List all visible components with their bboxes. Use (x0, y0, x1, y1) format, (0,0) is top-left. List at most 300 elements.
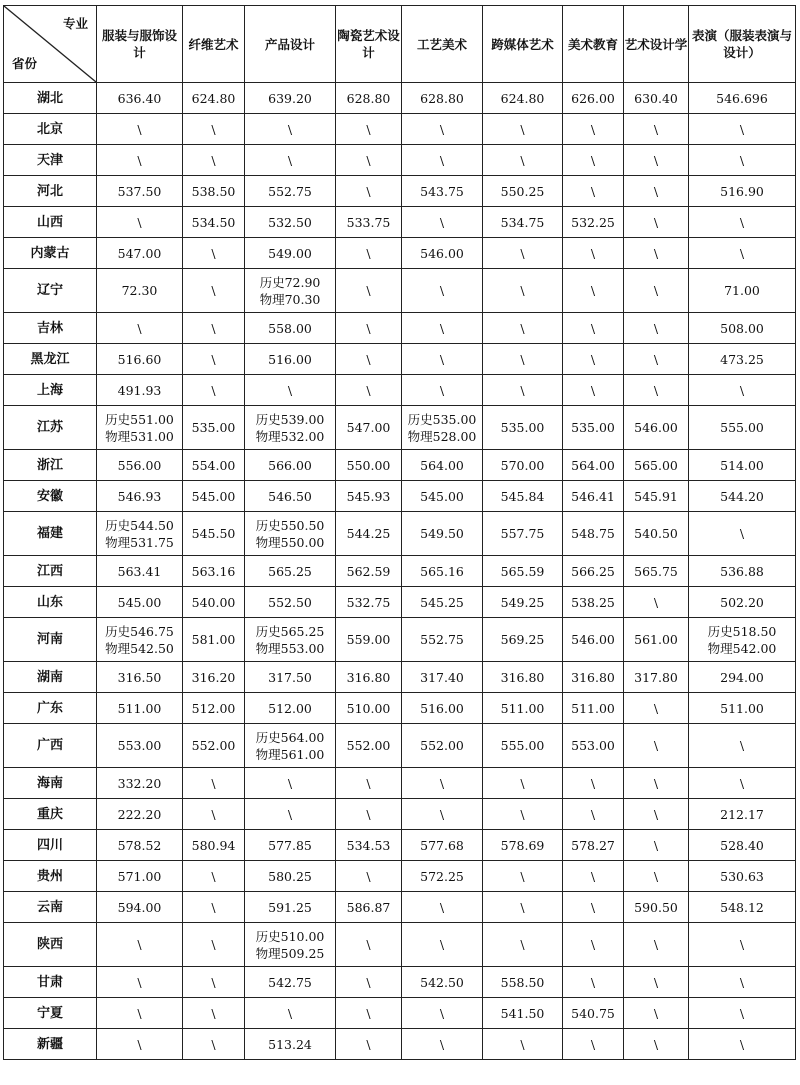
score-value: 历史551.00 (105, 411, 174, 427)
score-value: \ (366, 806, 371, 822)
score-cell (245, 406, 336, 450)
score-value: 534.53 (346, 837, 391, 853)
score-value: 512.00 (268, 700, 312, 716)
score-value: \ (653, 245, 659, 261)
score-value: \ (137, 214, 142, 230)
score-value: 552.50 (268, 594, 312, 610)
score-cell (483, 512, 563, 556)
score-cell (245, 998, 336, 1029)
score-value: \ (137, 320, 142, 336)
score-value: 222.20 (117, 806, 162, 822)
score-value: 545.50 (191, 526, 236, 541)
score-value: \ (211, 1036, 216, 1052)
score-value: 历史518.50 (707, 623, 777, 639)
score-cell (689, 1029, 796, 1060)
score-value: \ (211, 1005, 216, 1021)
score-cell (183, 375, 245, 406)
score-cell (97, 313, 183, 344)
score-cell (689, 923, 796, 967)
score-value: 545.25 (420, 594, 464, 610)
score-value: 555.00 (720, 420, 764, 435)
score-cell (624, 145, 689, 176)
score-value: \ (211, 245, 216, 261)
table-row (4, 176, 796, 207)
score-cell (245, 830, 336, 861)
score-value: \ (520, 245, 525, 261)
score-cell (97, 799, 183, 830)
score-value: 473.25 (720, 351, 764, 367)
score-value: \ (439, 1036, 445, 1052)
score-cell (245, 923, 336, 967)
score-value: \ (739, 1005, 745, 1021)
score-cell (483, 618, 563, 662)
score-cell (689, 406, 796, 450)
score-cell (624, 406, 689, 450)
score-cell (336, 768, 402, 799)
score-cell (97, 114, 183, 145)
province-cell: 贵州 (4, 861, 97, 892)
score-cell (245, 618, 336, 662)
score-cell (402, 618, 483, 662)
score-cell (245, 238, 336, 269)
table-row (4, 207, 796, 238)
score-cell (245, 799, 336, 830)
score-value: 317.80 (634, 669, 678, 685)
province-cell: 陕西 (4, 923, 97, 967)
score-cell (624, 83, 689, 114)
score-value: 491.93 (117, 382, 162, 398)
score-cell (402, 830, 483, 861)
score-cell (97, 207, 183, 238)
score-cell (402, 238, 483, 269)
score-cell (97, 481, 183, 512)
score-cell (245, 724, 336, 768)
score-value: 316.20 (191, 669, 236, 685)
score-value: 历史535.00 (407, 411, 477, 427)
score-cell (689, 450, 796, 481)
score-cell (336, 344, 402, 375)
score-value: 513.24 (268, 1036, 312, 1052)
score-value: \ (590, 868, 596, 884)
score-value: \ (211, 974, 216, 990)
score-cell (183, 830, 245, 861)
table-row (4, 662, 796, 693)
score-cell (183, 406, 245, 450)
score-value: 546.00 (420, 245, 464, 261)
table-row (4, 406, 796, 450)
score-cell (402, 1029, 483, 1060)
score-cell (563, 587, 624, 618)
score-value: \ (739, 775, 745, 791)
score-cell (97, 450, 183, 481)
score-value: \ (520, 382, 525, 398)
score-value: 564.00 (571, 457, 615, 473)
province-cell: 福建 (4, 512, 97, 556)
score-value: 物理528.00 (407, 428, 477, 444)
score-cell (402, 450, 483, 481)
header-row (4, 6, 796, 83)
table-row (4, 587, 796, 618)
score-value: 545.91 (634, 488, 678, 504)
table-row (4, 967, 796, 998)
province-cell: 山东 (4, 587, 97, 618)
score-cell (689, 114, 796, 145)
score-cell (483, 799, 563, 830)
score-value: 530.63 (720, 868, 764, 884)
table-row (4, 114, 796, 145)
score-value: 508.00 (720, 320, 764, 336)
score-cell (183, 450, 245, 481)
score-cell (624, 238, 689, 269)
score-value: 555.00 (500, 738, 545, 753)
score-cell (402, 269, 483, 313)
score-value: \ (739, 1036, 745, 1052)
score-cell (245, 512, 336, 556)
score-value: \ (590, 937, 596, 952)
score-value: \ (739, 526, 745, 541)
score-value: \ (653, 152, 659, 168)
province-cell: 广西 (4, 724, 97, 768)
score-value: 511.00 (500, 700, 545, 716)
score-cell (563, 799, 624, 830)
score-cell (563, 1029, 624, 1060)
province-cell: 上海 (4, 375, 97, 406)
score-value: \ (366, 183, 371, 199)
score-value: 物理531.00 (105, 428, 174, 444)
score-cell (183, 724, 245, 768)
score-cell (183, 83, 245, 114)
score-value: \ (653, 937, 659, 952)
score-cell (336, 556, 402, 587)
score-cell (563, 618, 624, 662)
score-cell (402, 512, 483, 556)
score-cell (624, 587, 689, 618)
score-cell (97, 693, 183, 724)
score-cell (689, 375, 796, 406)
score-value: \ (590, 152, 596, 168)
score-value: \ (739, 121, 745, 137)
score-cell (563, 892, 624, 923)
province-cell: 江苏 (4, 406, 97, 450)
score-value: \ (653, 183, 659, 199)
province-cell: 安徽 (4, 481, 97, 512)
table-row (4, 375, 796, 406)
score-cell (336, 83, 402, 114)
score-cell (97, 861, 183, 892)
score-cell (402, 587, 483, 618)
score-value: \ (590, 121, 596, 137)
score-cell (483, 892, 563, 923)
score-value: 316.80 (346, 669, 391, 685)
score-value: 535.00 (191, 420, 236, 435)
score-value: \ (439, 1005, 445, 1021)
score-value: \ (366, 937, 371, 952)
score-value: 546.00 (634, 420, 678, 435)
score-cell (97, 662, 183, 693)
score-value: 512.00 (191, 700, 236, 716)
score-cell (97, 556, 183, 587)
score-cell (624, 618, 689, 662)
score-cell (183, 481, 245, 512)
score-cell (402, 662, 483, 693)
score-value: 535.00 (500, 420, 545, 435)
province-cell: 四川 (4, 830, 97, 861)
score-cell (245, 967, 336, 998)
score-value: 572.25 (420, 868, 464, 884)
province-cell: 北京 (4, 114, 97, 145)
score-value: \ (137, 1005, 142, 1021)
score-cell (97, 83, 183, 114)
score-value: \ (520, 899, 525, 915)
score-value: \ (590, 320, 596, 336)
score-value: 553.00 (117, 738, 162, 753)
score-cell (483, 861, 563, 892)
score-value: \ (439, 320, 445, 336)
score-value: 545.00 (191, 488, 236, 504)
score-value: \ (439, 775, 445, 791)
score-cell (689, 693, 796, 724)
score-value: \ (739, 245, 745, 261)
score-value: 578.52 (117, 837, 162, 853)
score-cell (97, 618, 183, 662)
score-cell (483, 481, 563, 512)
score-cell (183, 145, 245, 176)
score-value: 639.20 (268, 90, 312, 106)
score-value: 540.00 (191, 594, 236, 610)
score-cell (336, 618, 402, 662)
score-value: \ (520, 775, 525, 791)
score-value: \ (137, 1036, 142, 1052)
score-value: 545.00 (420, 488, 464, 504)
score-value: 511.00 (571, 700, 615, 716)
score-cell (183, 693, 245, 724)
score-cell (402, 375, 483, 406)
score-cell (183, 768, 245, 799)
score-value: \ (739, 214, 745, 230)
score-cell (483, 406, 563, 450)
score-value: \ (211, 868, 216, 884)
province-cell: 新疆 (4, 1029, 97, 1060)
score-cell (245, 375, 336, 406)
score-value: 历史565.25 (255, 623, 325, 639)
score-cell (97, 269, 183, 313)
score-cell (402, 481, 483, 512)
province-cell: 黑龙江 (4, 344, 97, 375)
table-row (4, 830, 796, 861)
score-cell (689, 768, 796, 799)
score-value: 590.50 (634, 899, 678, 915)
corner-header-cell (4, 6, 97, 83)
province-cell: 河北 (4, 176, 97, 207)
score-value: 545.93 (346, 488, 391, 504)
score-value: 580.25 (268, 868, 312, 884)
score-cell (336, 375, 402, 406)
score-value: \ (439, 283, 445, 298)
score-cell (336, 967, 402, 998)
score-value: 294.00 (720, 669, 764, 685)
score-cell (245, 861, 336, 892)
score-value: \ (211, 899, 216, 915)
score-value: 628.80 (346, 90, 391, 106)
score-value: 559.00 (346, 632, 391, 647)
score-cell (336, 830, 402, 861)
score-cell (97, 967, 183, 998)
score-value: \ (366, 320, 371, 336)
score-value: \ (287, 121, 293, 137)
score-value: 547.00 (346, 420, 391, 435)
score-value: 535.00 (571, 420, 615, 435)
score-cell (689, 724, 796, 768)
score-value: \ (653, 1005, 659, 1021)
score-cell (483, 556, 563, 587)
score-cell (624, 724, 689, 768)
score-cell (563, 662, 624, 693)
score-cell (245, 768, 336, 799)
score-value: \ (590, 775, 596, 791)
score-cell (245, 481, 336, 512)
score-value: 540.75 (571, 1005, 615, 1021)
score-cell (624, 967, 689, 998)
score-value: 历史510.00 (255, 928, 325, 944)
score-cell (183, 269, 245, 313)
score-value: \ (653, 1036, 659, 1052)
score-cell (402, 556, 483, 587)
score-value: \ (211, 806, 216, 822)
score-cell (245, 892, 336, 923)
score-value: \ (366, 121, 371, 137)
score-value: 511.00 (720, 700, 764, 716)
score-value: \ (653, 700, 659, 716)
score-value: 历史550.50 (255, 517, 325, 533)
score-cell (183, 512, 245, 556)
score-value: 514.00 (720, 457, 764, 473)
score-value: 594.00 (117, 899, 162, 915)
score-value: \ (211, 775, 216, 791)
score-cell (483, 176, 563, 207)
score-value: 546.50 (268, 488, 312, 504)
score-value: 630.40 (634, 90, 678, 106)
score-value: 570.00 (500, 457, 545, 473)
score-cell (183, 313, 245, 344)
score-cell (483, 207, 563, 238)
score-cell (336, 1029, 402, 1060)
score-value: 542.50 (420, 974, 464, 990)
score-value: 542.75 (268, 974, 312, 990)
score-value: \ (366, 351, 371, 367)
score-value: \ (439, 899, 445, 915)
score-cell (183, 344, 245, 375)
score-cell (563, 481, 624, 512)
score-value: \ (439, 937, 445, 952)
score-value: \ (366, 245, 371, 261)
score-cell (624, 998, 689, 1029)
score-cell (563, 344, 624, 375)
province-cell: 浙江 (4, 450, 97, 481)
score-cell (624, 481, 689, 512)
score-value: 546.00 (571, 632, 615, 647)
score-value: 580.94 (191, 837, 236, 853)
score-cell (97, 892, 183, 923)
score-value: 565.75 (634, 563, 678, 579)
score-value: \ (366, 775, 371, 791)
score-cell (483, 587, 563, 618)
score-cell (624, 1029, 689, 1060)
score-cell (402, 145, 483, 176)
score-cell (336, 176, 402, 207)
score-cell (624, 375, 689, 406)
score-value: 533.75 (346, 214, 391, 230)
table-row (4, 512, 796, 556)
score-value: \ (211, 320, 216, 336)
score-value: 317.50 (268, 669, 312, 685)
score-cell (563, 967, 624, 998)
score-value: \ (653, 594, 659, 610)
score-value: 物理561.00 (255, 746, 325, 762)
score-cell (183, 923, 245, 967)
score-value: \ (520, 152, 525, 168)
score-value: \ (287, 152, 293, 168)
table-row (4, 269, 796, 313)
score-value: 532.50 (268, 214, 312, 230)
score-cell (402, 892, 483, 923)
score-cell (245, 114, 336, 145)
score-value: 554.00 (191, 457, 236, 473)
score-cell (483, 662, 563, 693)
score-value: 516.00 (420, 700, 464, 716)
province-cell: 甘肃 (4, 967, 97, 998)
score-value: \ (366, 283, 371, 298)
score-value: 540.50 (634, 526, 678, 541)
score-value: 565.00 (634, 457, 678, 473)
score-value: 物理531.75 (105, 534, 174, 550)
score-value: \ (590, 382, 596, 398)
score-cell (483, 830, 563, 861)
score-cell (245, 662, 336, 693)
score-cell (624, 512, 689, 556)
score-value: 543.75 (420, 183, 464, 199)
score-value: 546.41 (571, 488, 615, 504)
score-value: 物理542.00 (707, 640, 777, 656)
table-row (4, 799, 796, 830)
score-value: \ (520, 320, 525, 336)
score-value: 516.60 (117, 351, 162, 367)
score-value: \ (211, 283, 216, 298)
score-value: \ (287, 806, 293, 822)
score-value: \ (739, 382, 745, 398)
score-cell (183, 967, 245, 998)
score-cell (336, 512, 402, 556)
score-cell (245, 145, 336, 176)
column-header: 纤维艺术 (183, 6, 245, 83)
score-value: 历史544.50 (105, 517, 174, 533)
score-value: \ (366, 1005, 371, 1021)
score-cell (402, 998, 483, 1029)
score-value: 历史539.00 (255, 411, 325, 427)
score-value: 565.16 (420, 563, 464, 579)
score-value: \ (653, 806, 659, 822)
score-cell (689, 512, 796, 556)
score-value: \ (590, 245, 596, 261)
score-cell (336, 481, 402, 512)
score-cell (563, 313, 624, 344)
score-value: \ (590, 183, 596, 199)
score-cell (402, 861, 483, 892)
score-value: \ (137, 121, 142, 137)
score-cell (689, 481, 796, 512)
score-value: 578.27 (571, 837, 615, 853)
score-value: \ (439, 152, 445, 168)
score-value: \ (211, 152, 216, 168)
